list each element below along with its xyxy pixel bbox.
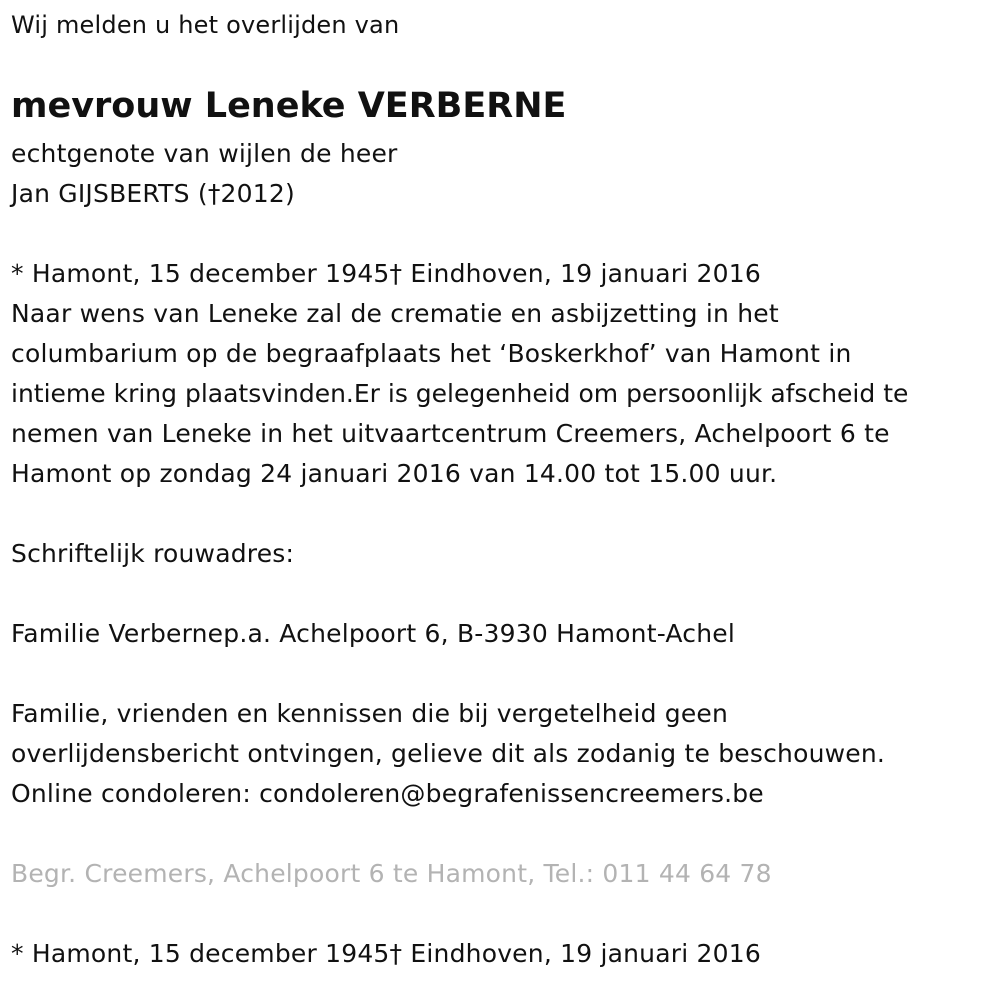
undertaker-info: Begr. Creemers, Achelpoort 6 te Hamont, Tel.: 011 44 64 78 — [11, 859, 772, 888]
notice-line: Familie, vrienden en kennissen die bij vergetelheid geen — [11, 699, 729, 728]
spouse-death-year: 2012) — [220, 179, 295, 208]
notice-line: overlijdensbericht ontvingen, gelieve dit als zodanig te beschouwen. — [11, 739, 886, 768]
body-line: nemen van Leneke in het uitvaartcentrum Creemers, Achelpoort 6 te — [11, 419, 890, 448]
online-condolence — [11, 774, 764, 814]
spouse-line-2 — [11, 174, 295, 214]
body-line: columbarium op de begraafplaats het ‘Boskerkhof’ van Hamont in — [11, 339, 852, 368]
birth-info: * Hamont, 15 december 1945 — [11, 939, 390, 968]
cross-icon: † — [207, 179, 221, 208]
cross-icon: † — [389, 939, 403, 968]
address-label: Schriftelijk rouwadres: — [11, 539, 295, 568]
birth-info: * Hamont, 15 december 1945 — [11, 259, 390, 288]
body-line: Hamont op zondag 24 januari 2016 van 14.00 tot 15.00 uur. — [11, 459, 778, 488]
cross-icon: † — [389, 259, 403, 288]
intro-text: Wij melden u het overlijden van — [11, 11, 400, 39]
mourning-address: Familie Verbernep.a. Achelpoort 6, B-3930 Hamont-Achel — [11, 619, 735, 648]
condolence-email: condoleren@begrafenissencreemers.be — [259, 779, 764, 808]
deceased-name: mevrouw Leneke VERBERNE — [11, 86, 567, 126]
death-info: Eindhoven, 19 januari 2016 — [402, 939, 761, 968]
death-info: Eindhoven, 19 januari 2016 — [402, 259, 761, 288]
body-line: intieme kring plaatsvinden.Er is gelegenheid om persoonlijk afscheid te — [11, 379, 909, 408]
dates-line — [11, 254, 761, 294]
online-label: Online condoleren: — [11, 779, 260, 808]
body-line: Naar wens van Leneke zal de crematie en asbijzetting in het — [11, 299, 779, 328]
spouse-name: Jan GIJSBERTS ( — [11, 179, 208, 208]
spouse-line-1: echtgenote van wijlen de heer — [11, 139, 398, 168]
dates-line-footer — [11, 934, 761, 974]
